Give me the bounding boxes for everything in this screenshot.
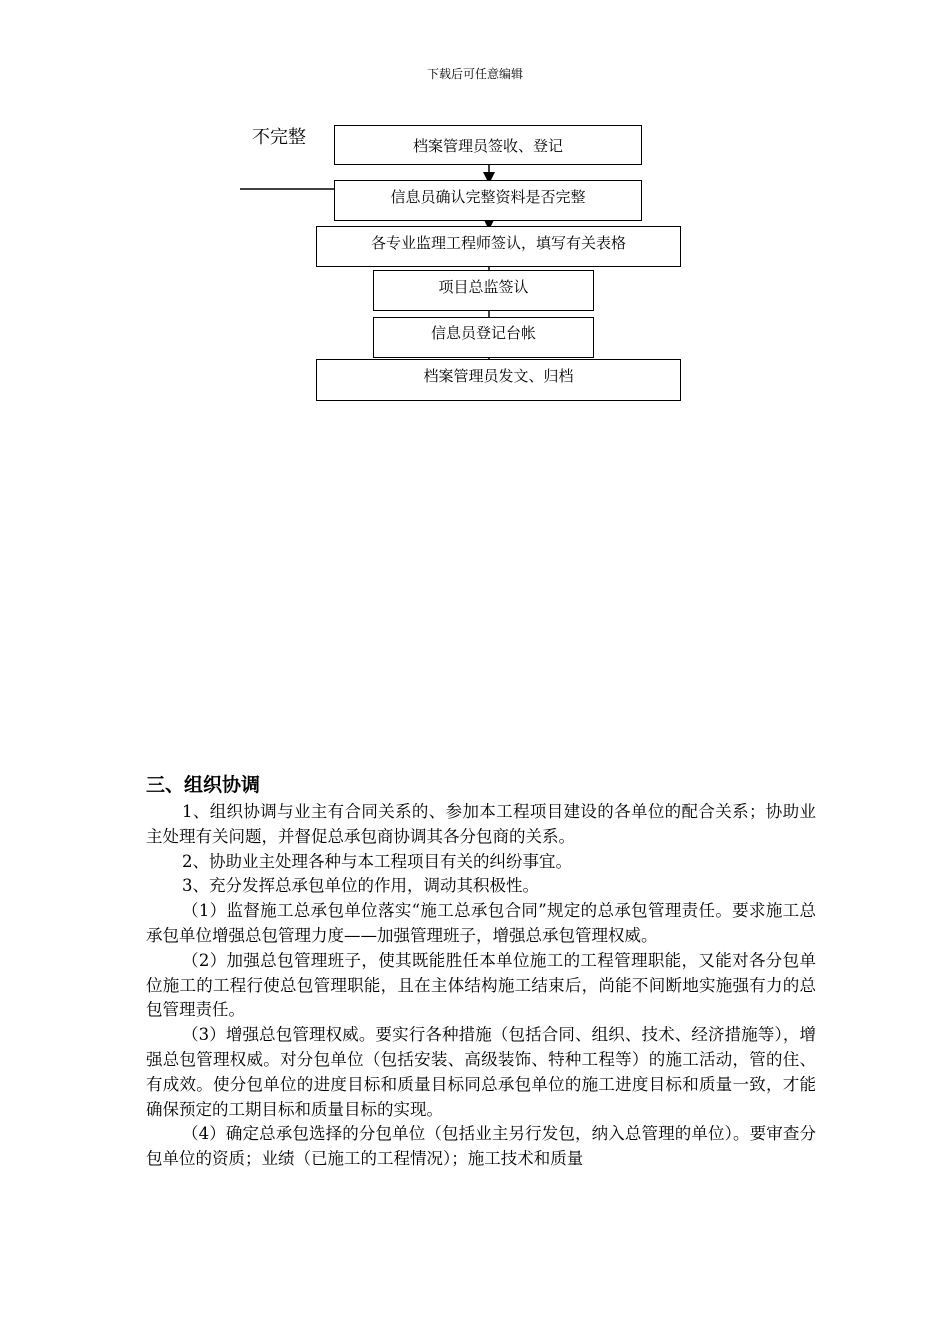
paragraph: （2）加强总包管理班子，使其既能胜任本单位施工的工程管理职能，又能对各分包单位施工的工程行使总包管理职能，且在主体结构施工结束后，尚能不间断地实施强有力的总包管理责任。 <box>146 950 816 1020</box>
incomplete-label: 不完整 <box>252 127 306 148</box>
paragraph: 2、协助业主处理各种与本工程项目有关的纠纷事宜。 <box>182 851 572 871</box>
flow-step-director-sign: 项目总监签认 <box>373 270 594 311</box>
paragraph: （3）增强总包管理权威。要实行各种措施（包括合同、组织、技术、经济措施等），增强总包管理权威。对分包单位（包括安装、高级装饰、特种工程等）的施工活动，管的住、有成效。使分包单位的进度目标和质量目标同总承包单位的施工进度目标和质量一致，才能确保预定的工期目标和质量目标的实现。 <box>146 1025 816 1119</box>
flow-step-dispatch-archive: 档案管理员发文、归档 <box>316 359 681 401</box>
flow-step-info-check: 信息员确认完整资料是否完整 <box>334 180 642 221</box>
paragraph: （1）监督施工总承包单位落实“施工总承包合同”规定的总承包管理责任。要求施工总承包单位增强总包管理力度——加强管理班子，增强总承包管理权威。 <box>146 901 816 945</box>
flow-step-ledger: 信息员登记台帐 <box>373 317 594 358</box>
paragraph: 3、充分发挥总承包单位的作用，调动其积极性。 <box>182 876 539 896</box>
flow-step-engineer-sign: 各专业监理工程师签认，填写有关表格 <box>316 226 681 267</box>
section-title: 三、组织协调 <box>146 774 261 796</box>
header-note: 下载后可任意编辑 <box>426 67 523 81</box>
paragraph: （4）确定总承包选择的分包单位（包括业主另行发包，纳入总管理的单位）。要审查分包单位的资质；业绩（已施工的工程情况）；施工技术和质量 <box>146 1124 816 1169</box>
flow-step-archive-receive: 档案管理员签收、登记 <box>334 125 642 165</box>
section-body <box>146 800 816 1172</box>
paragraph: 1、组织协调与业主有合同关系的、参加本工程项目建设的各单位的配合关系；协助业主处理有关问题，并督促总承包商协调其各分包商的关系。 <box>146 802 816 846</box>
